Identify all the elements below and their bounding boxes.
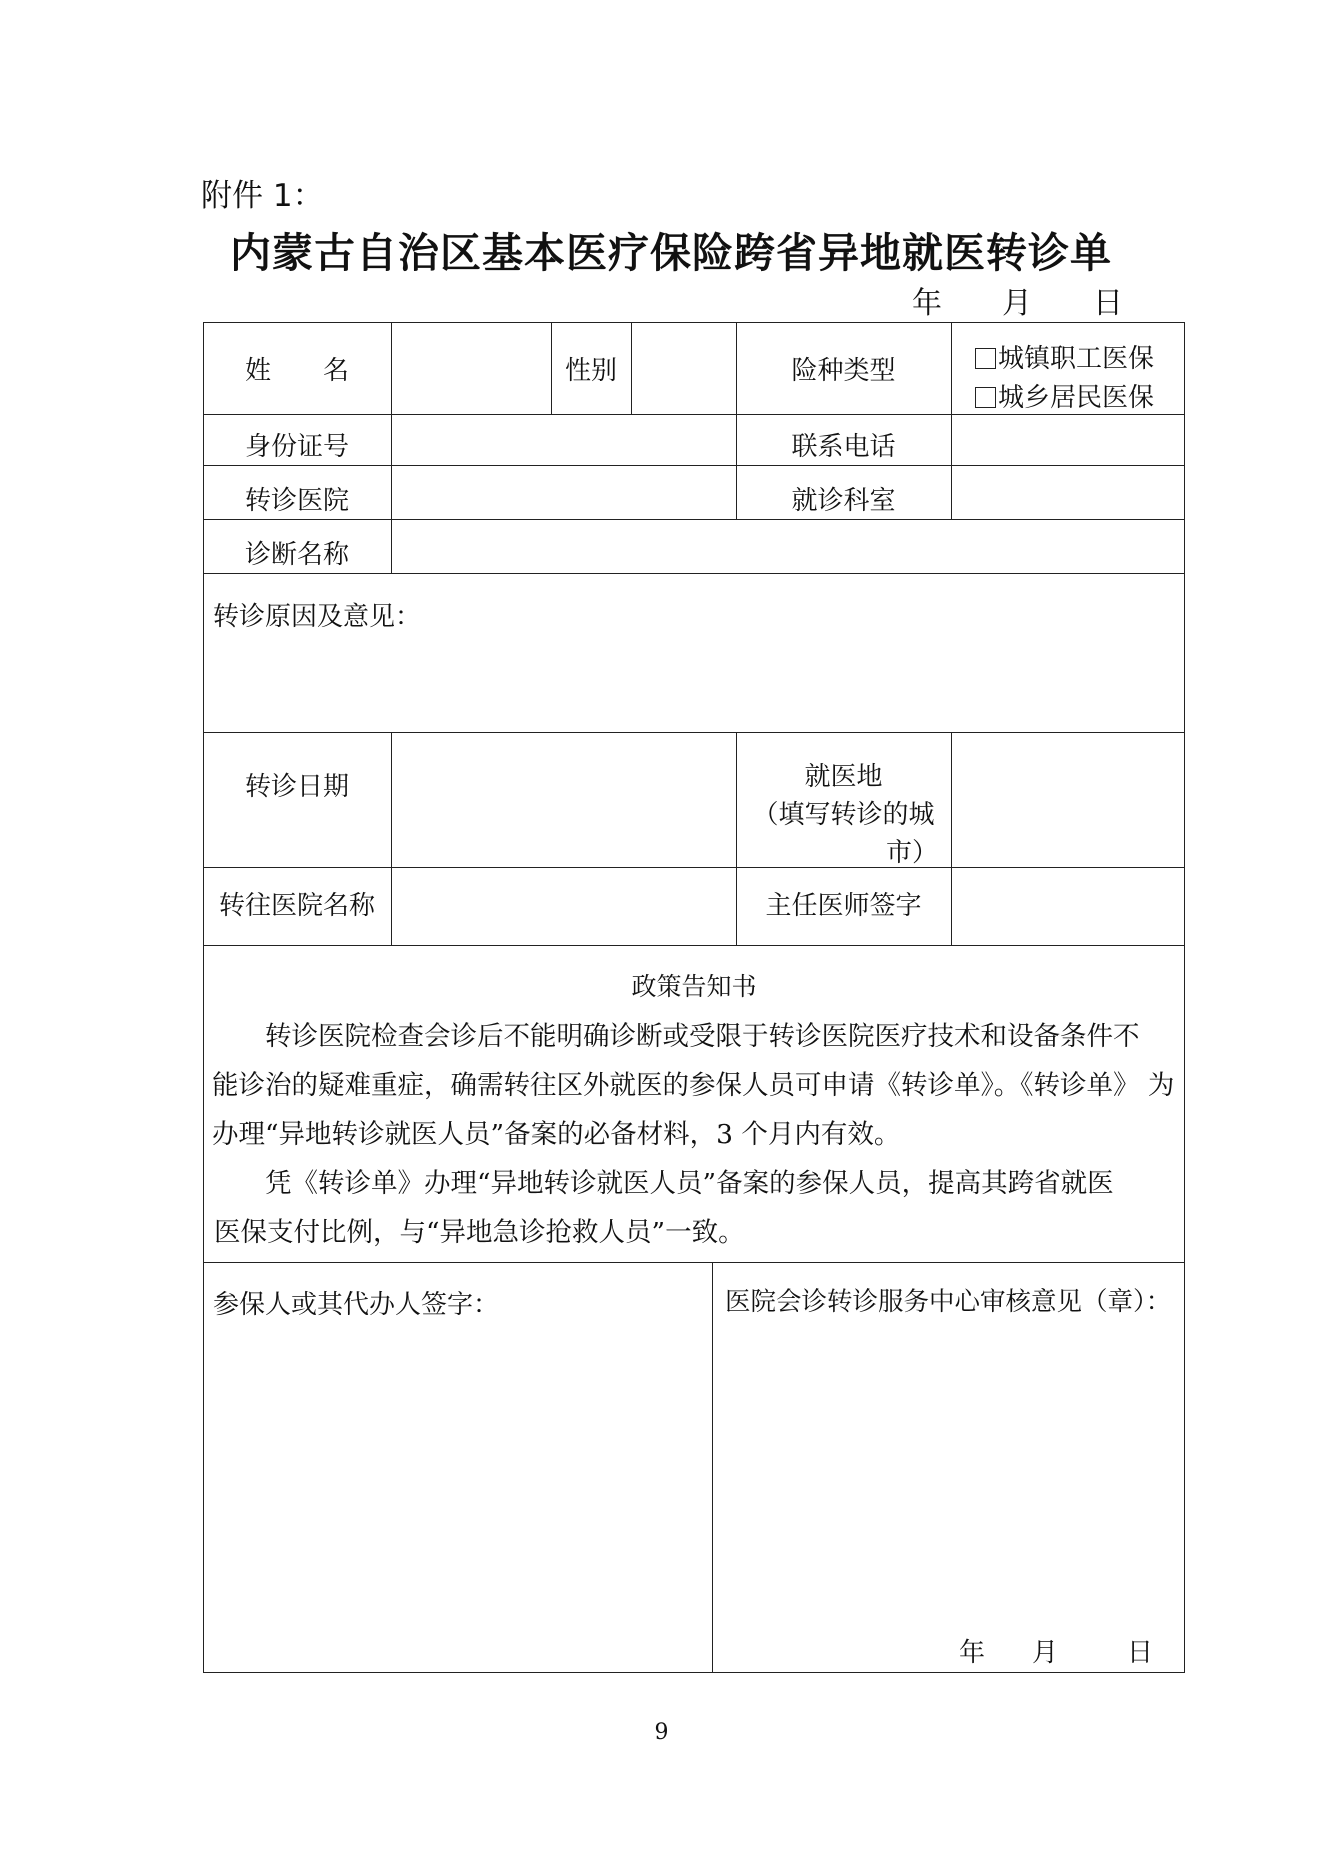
diagnosis-label: 诊断名称: [244, 540, 349, 570]
document-title: 内蒙古自治区基本医疗保险跨省异地就医转诊单: [230, 229, 1112, 277]
signature-date-day: 日: [1127, 1638, 1154, 1668]
treatment-place-label-note: （填写转诊的城: [752, 800, 935, 830]
insurance-option-urban-rural-resident[interactable]: 城乡居民医保: [975, 377, 1154, 414]
chief-physician-label: 主任医师签字: [765, 891, 922, 921]
gender-field[interactable]: [631, 332, 736, 412]
signature-date-year: 年: [959, 1638, 986, 1668]
id-number-label: 身份证号: [244, 432, 349, 462]
signature-date-month: 月: [1032, 1638, 1059, 1668]
policy-line-3: 办理“异地转诊就医人员”备案的必备材料，3 个月内有效。: [212, 1119, 901, 1150]
policy-line-1: 转诊医院检查会诊后不能明确诊断或受限于转诊医院医疗技术和设备条件不: [265, 1021, 1140, 1052]
treatment-place-label-note-end: 市）: [886, 838, 939, 868]
header-date-day: 日: [1093, 286, 1123, 321]
insured-signature-field[interactable]: [213, 1322, 703, 1662]
header-date-month: 月: [1002, 286, 1032, 321]
checkbox-icon[interactable]: [975, 348, 996, 369]
policy-line-2: 能诊治的疑难重症，确需转往区外就医的参保人员可申请《转诊单》。《转诊单》 为: [212, 1070, 1175, 1101]
referring-hospital-label: 转诊医院: [244, 486, 349, 516]
insurance-type-label: 险种类型: [791, 356, 896, 386]
review-opinion-field[interactable]: [723, 1322, 1178, 1612]
referral-form-table: [203, 322, 1185, 1673]
target-hospital-field[interactable]: [391, 872, 736, 942]
checkbox-icon[interactable]: [975, 387, 996, 408]
reason-label: 转诊原因及意见：: [213, 602, 422, 632]
insured-signature-label: 参保人或其代办人签字：: [213, 1290, 500, 1320]
treatment-place-label: 就医地: [804, 762, 883, 792]
treatment-place-field[interactable]: [951, 736, 1184, 864]
page-number: 9: [654, 1720, 669, 1745]
referral-date-field[interactable]: [391, 736, 736, 864]
phone-label: 联系电话: [791, 432, 896, 462]
referring-hospital-field[interactable]: [391, 470, 736, 517]
id-number-field[interactable]: [391, 418, 736, 463]
header-date-year: 年: [912, 286, 942, 321]
policy-title: 政策告知书: [631, 972, 757, 1001]
attachment-label: 附件 1：: [201, 178, 324, 214]
name-field[interactable]: [391, 332, 551, 412]
insurance-option-urban-employee[interactable]: 城镇职工医保: [975, 338, 1154, 375]
target-hospital-label: 转往医院名称: [218, 891, 375, 921]
policy-line-4: 凭《转诊单》办理“异地转诊就医人员”备案的参保人员，提高其跨省就医: [265, 1168, 1114, 1199]
reason-field[interactable]: [213, 634, 1173, 726]
phone-field[interactable]: [951, 418, 1184, 463]
review-opinion-label: 医院会诊转诊服务中心审核意见（章）：: [725, 1287, 1172, 1317]
name-label: 姓 名: [244, 356, 349, 386]
chief-physician-signature-field[interactable]: [951, 872, 1184, 942]
referral-date-label: 转诊日期: [244, 772, 349, 802]
department-label: 就诊科室: [791, 486, 896, 516]
gender-label: 性别: [564, 356, 617, 386]
diagnosis-field[interactable]: [391, 524, 1184, 571]
policy-line-5: 医保支付比例，与“异地急诊抢救人员”一致。: [214, 1217, 745, 1248]
department-field[interactable]: [951, 470, 1184, 517]
